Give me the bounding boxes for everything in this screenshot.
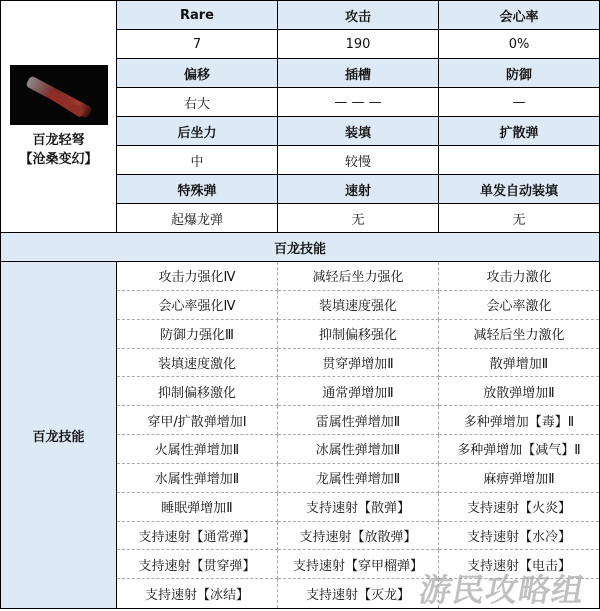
stat-value: 无 <box>278 204 439 233</box>
stat-header: 插槽 <box>278 59 439 88</box>
skill-item: 支持速射【水冷】 <box>439 522 599 551</box>
stat-header: Rare <box>117 1 278 30</box>
watermark: 游民攻略组 <box>416 571 589 609</box>
skill-item: 多种弹增加【减气】Ⅱ <box>439 435 599 464</box>
skill-item: 支持速射【电击】 <box>439 550 599 579</box>
stat-header: 速射 <box>278 175 439 204</box>
skill-item: 支持速射【放散弹】 <box>278 522 439 551</box>
skill-item: 支持速射【贯穿弹】 <box>117 550 278 579</box>
stat-header: 偏移 <box>117 59 278 88</box>
stat-header: 扩散弹 <box>439 117 599 146</box>
skill-item: 装填速度强化 <box>278 291 439 320</box>
skill-item: 防御力强化Ⅲ <box>117 320 278 349</box>
weapon-cell <box>1 1 117 233</box>
skills-table <box>0 261 600 609</box>
skill-item: 攻击力强化Ⅳ <box>117 262 278 291</box>
skill-item: 龙属性弹增加Ⅱ <box>278 464 439 493</box>
skill-item: 会心率激化 <box>439 291 599 320</box>
stat-value: 右大 <box>117 88 278 117</box>
skill-item: 多种弹增加【毒】Ⅱ <box>439 406 599 435</box>
skill-item: 散弹增加Ⅱ <box>439 349 599 378</box>
skill-item: 装填速度激化 <box>117 349 278 378</box>
weapon-name: 百龙轻弩 <box>32 133 85 148</box>
skill-item: 支持速射【穿甲榴弹】 <box>278 550 439 579</box>
skill-item: 雷属性弹增加Ⅱ <box>278 406 439 435</box>
skill-item: 冰属性弹增加Ⅱ <box>278 435 439 464</box>
skills-row-label: 百龙技能 <box>1 262 117 608</box>
stat-value: 起爆龙弹 <box>117 204 278 233</box>
skill-item: 支持速射【通常弹】 <box>117 522 278 551</box>
skill-item <box>439 579 599 608</box>
stat-header: 装填 <box>278 117 439 146</box>
skill-item: 会心率强化Ⅳ <box>117 291 278 320</box>
light-bowgun-image <box>10 65 108 125</box>
skill-item: 贯穿弹增加Ⅱ <box>278 349 439 378</box>
skill-item: 减轻后坐力强化 <box>278 262 439 291</box>
stat-header: 防御 <box>439 59 599 88</box>
skill-item: 支持速射【灭龙】 <box>278 579 439 608</box>
stat-header: 攻击 <box>278 1 439 30</box>
stat-value: 190 <box>278 30 439 59</box>
weapon-variant: 【沧桑变幻】 <box>19 152 98 167</box>
stat-value: 无 <box>512 213 526 228</box>
weapon-stats-table <box>0 0 600 233</box>
stat-header: 会心率 <box>439 1 599 30</box>
stat-value: — — — <box>278 88 439 117</box>
skill-item: 抑制偏移激化 <box>117 377 278 406</box>
skill-item: 水属性弹增加Ⅱ <box>117 464 278 493</box>
stat-value: 0% <box>439 30 599 59</box>
skill-item: 支持速射【冰结】 <box>117 579 278 608</box>
skill-item: 睡眠弹增加Ⅱ <box>117 493 278 522</box>
stat-value <box>439 146 599 175</box>
skill-item: 攻击力激化 <box>439 262 599 291</box>
skill-item: 通常弹增加Ⅱ <box>278 377 439 406</box>
skill-item: 减轻后坐力激化 <box>439 320 599 349</box>
skill-item: 火属性弹增加Ⅱ <box>117 435 278 464</box>
stat-value: 7 <box>117 30 278 59</box>
stat-value: 中 <box>117 146 278 175</box>
skill-item: 穿甲/扩散弹增加Ⅰ <box>117 406 278 435</box>
skills-section-title: 百龙技能 <box>0 232 600 262</box>
stat-value: 较慢 <box>278 146 439 175</box>
skill-item: 放散弹增加Ⅱ <box>439 377 599 406</box>
skill-item: 抑制偏移强化 <box>278 320 439 349</box>
skill-item: 支持速射【散弹】 <box>278 493 439 522</box>
skill-item: 支持速射【火炎】 <box>439 493 599 522</box>
stat-value: — <box>439 88 599 117</box>
stat-header: 单发自动装填 <box>439 175 599 204</box>
stat-header: 特殊弹 <box>117 175 278 204</box>
stat-header: 后坐力 <box>117 117 278 146</box>
skill-item: 麻痹弹增加Ⅱ <box>439 464 599 493</box>
